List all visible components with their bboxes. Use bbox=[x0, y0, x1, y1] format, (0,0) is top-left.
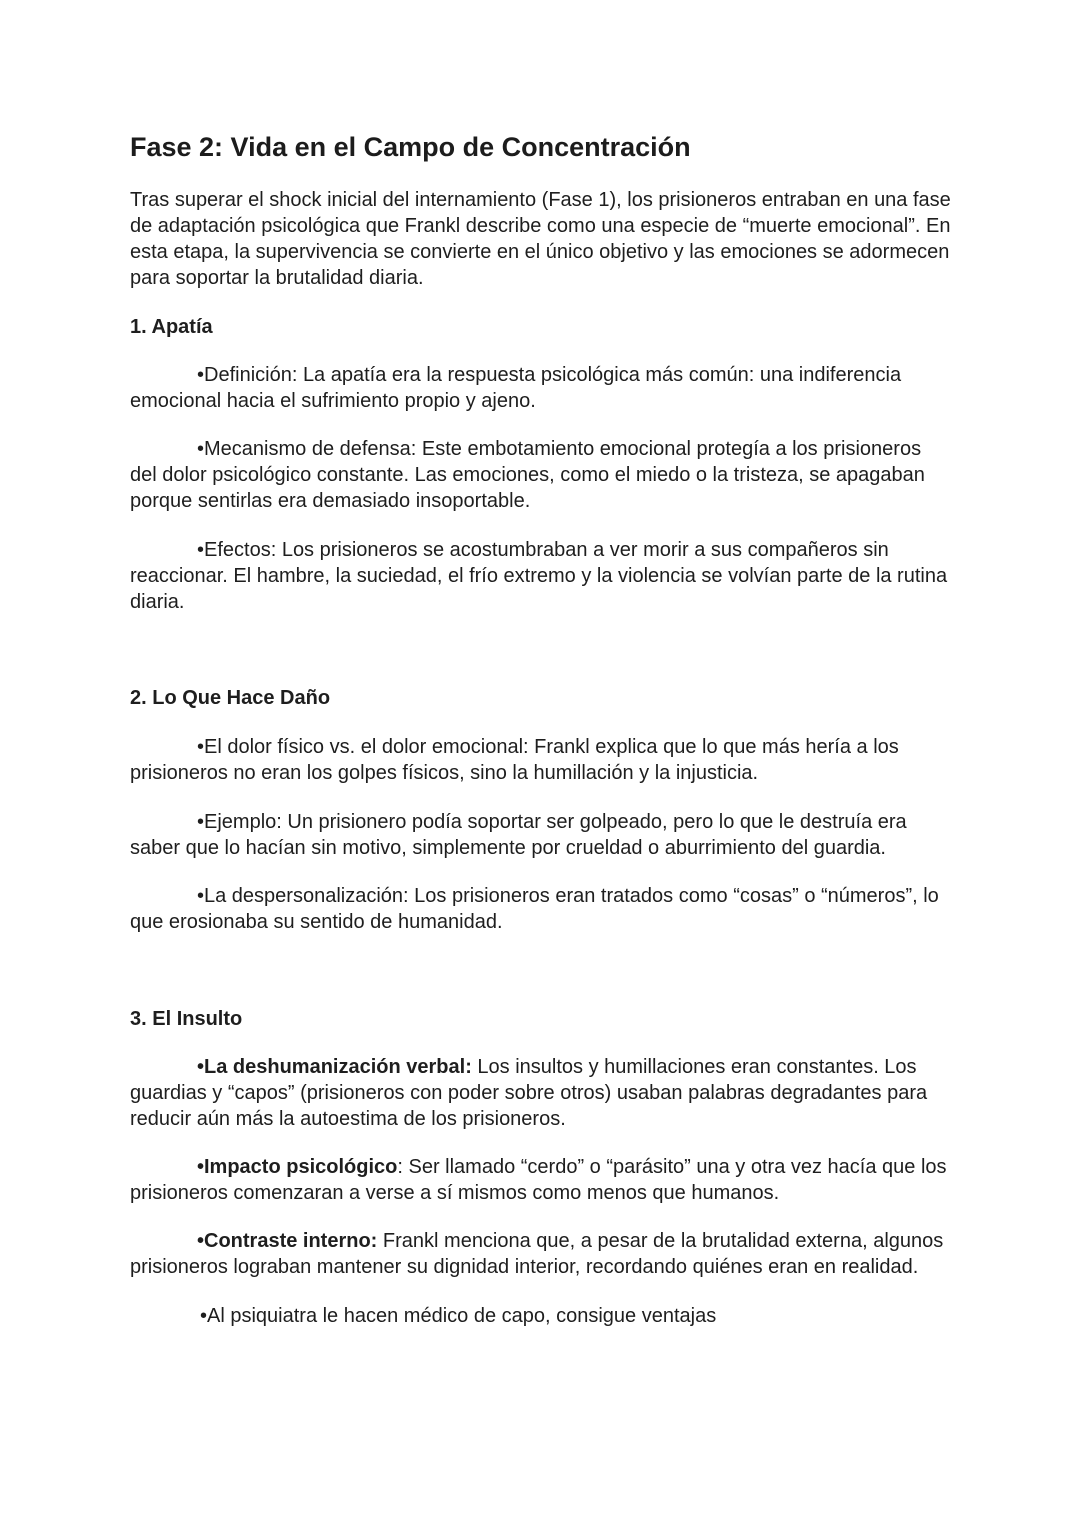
paragraph-line: •Efectos: Los prisioneros se acostumbraban a ver morir a sus compañeros sin bbox=[197, 539, 889, 561]
section-heading-lo-que-hace-dano: 2. Lo Que Hace Daño bbox=[130, 687, 331, 709]
paragraph-line: del dolor psicológico constante. Las emociones, como el miedo o la tristeza, se apagaban bbox=[130, 464, 925, 486]
intro-paragraph bbox=[130, 187, 1030, 291]
paragraph-line: prisioneros no eran los golpes físicos, sino la humillación y la injusticia. bbox=[130, 762, 759, 784]
intro-line: de adaptación psicológica que Frankl describe como una especie de “muerte emocional”. En bbox=[130, 215, 951, 237]
paragraph-line: reducir aún más la autoestima de los prisioneros. bbox=[130, 1108, 566, 1130]
bullet-paragraph-dolor bbox=[130, 734, 1030, 786]
paragraph-line-text: Frankl menciona que, a pesar de la brutalidad externa, algunos bbox=[382, 1230, 944, 1252]
bold-lead: •Impacto psicológico bbox=[197, 1156, 398, 1178]
bold-lead: •La deshumanización verbal: bbox=[197, 1056, 472, 1078]
bold-lead: •Contraste interno: bbox=[197, 1230, 378, 1252]
paragraph-first-line bbox=[130, 1054, 1030, 1080]
intro-line: esta etapa, la supervivencia se convierte en el único objetivo y las emociones se adormecen bbox=[130, 241, 950, 263]
bullet-paragraph-contraste bbox=[130, 1228, 1030, 1280]
bullet-paragraph-despersonalizacion bbox=[130, 883, 1030, 935]
paragraph-line: reaccionar. El hambre, la suciedad, el frío extremo y la violencia se volvían parte de la rutina bbox=[130, 565, 948, 587]
bullet-paragraph-efectos bbox=[130, 537, 1030, 615]
paragraph-line: •Ejemplo: Un prisionero podía soportar ser golpeado, pero lo que le destruía era bbox=[197, 811, 907, 833]
paragraph-line: •El dolor físico vs. el dolor emocional: Frankl explica que lo que más hería a los bbox=[197, 736, 899, 758]
paragraph-line: prisioneros lograban mantener su dignidad interior, recordando quiénes eran en realidad. bbox=[130, 1256, 919, 1278]
intro-line: para soportar la brutalidad diaria. bbox=[130, 267, 424, 289]
paragraph-first-line bbox=[130, 1228, 1030, 1254]
bullet-paragraph-ejemplo bbox=[130, 809, 1030, 861]
bullet-paragraph-impacto bbox=[130, 1154, 1030, 1206]
paragraph-line-text: Los insultos y humillaciones eran constantes. Los bbox=[477, 1056, 917, 1078]
section-heading-el-insulto: 3. El Insulto bbox=[130, 1008, 243, 1030]
bullet-paragraph-definicion bbox=[130, 362, 1030, 414]
paragraph-first-line bbox=[130, 1154, 1030, 1180]
paragraph-line: •Mecanismo de defensa: Este embotamiento emocional protegía a los prisioneros bbox=[197, 438, 922, 460]
section-heading-apatia: 1. Apatía bbox=[130, 316, 213, 338]
paragraph-line: guardias y “capos” (prisioneros con poder sobre otros) usaban palabras degradantes para bbox=[130, 1082, 928, 1104]
intro-line: Tras superar el shock inicial del internamiento (Fase 1), los prisioneros entraban en una fase bbox=[130, 189, 951, 211]
paragraph-line: que erosionaba su sentido de humanidad. bbox=[130, 911, 503, 933]
bullet-paragraph-mecanismo bbox=[130, 436, 1030, 514]
paragraph-line: •Al psiquiatra le hacen médico de capo, consigue ventajas bbox=[200, 1305, 717, 1327]
paragraph-line: diaria. bbox=[130, 591, 185, 613]
paragraph-line: porque sentirlas era demasiado insoportable. bbox=[130, 490, 531, 512]
page-title: Fase 2: Vida en el Campo de Concentración bbox=[130, 132, 691, 162]
paragraph-line: saber que lo hacían sin motivo, simplemente por crueldad o aburrimiento del guardia. bbox=[130, 837, 886, 859]
bullet-paragraph-deshumanizacion bbox=[130, 1054, 1030, 1132]
paragraph-line: •Definición: La apatía era la respuesta psicológica más común: una indiferencia bbox=[197, 364, 902, 386]
paragraph-line-text: : Ser llamado “cerdo” o “parásito” una y otra vez hacía que los bbox=[397, 1156, 947, 1178]
paragraph-line: prisioneros comenzaran a verse a sí mismos como menos que humanos. bbox=[130, 1182, 780, 1204]
paragraph-line: •La despersonalización: Los prisioneros eran tratados como “cosas” o “números”, lo bbox=[197, 885, 939, 907]
bullet-paragraph-psiquiatra bbox=[130, 1303, 1030, 1329]
paragraph-line: emocional hacia el sufrimiento propio y ajeno. bbox=[130, 390, 536, 412]
